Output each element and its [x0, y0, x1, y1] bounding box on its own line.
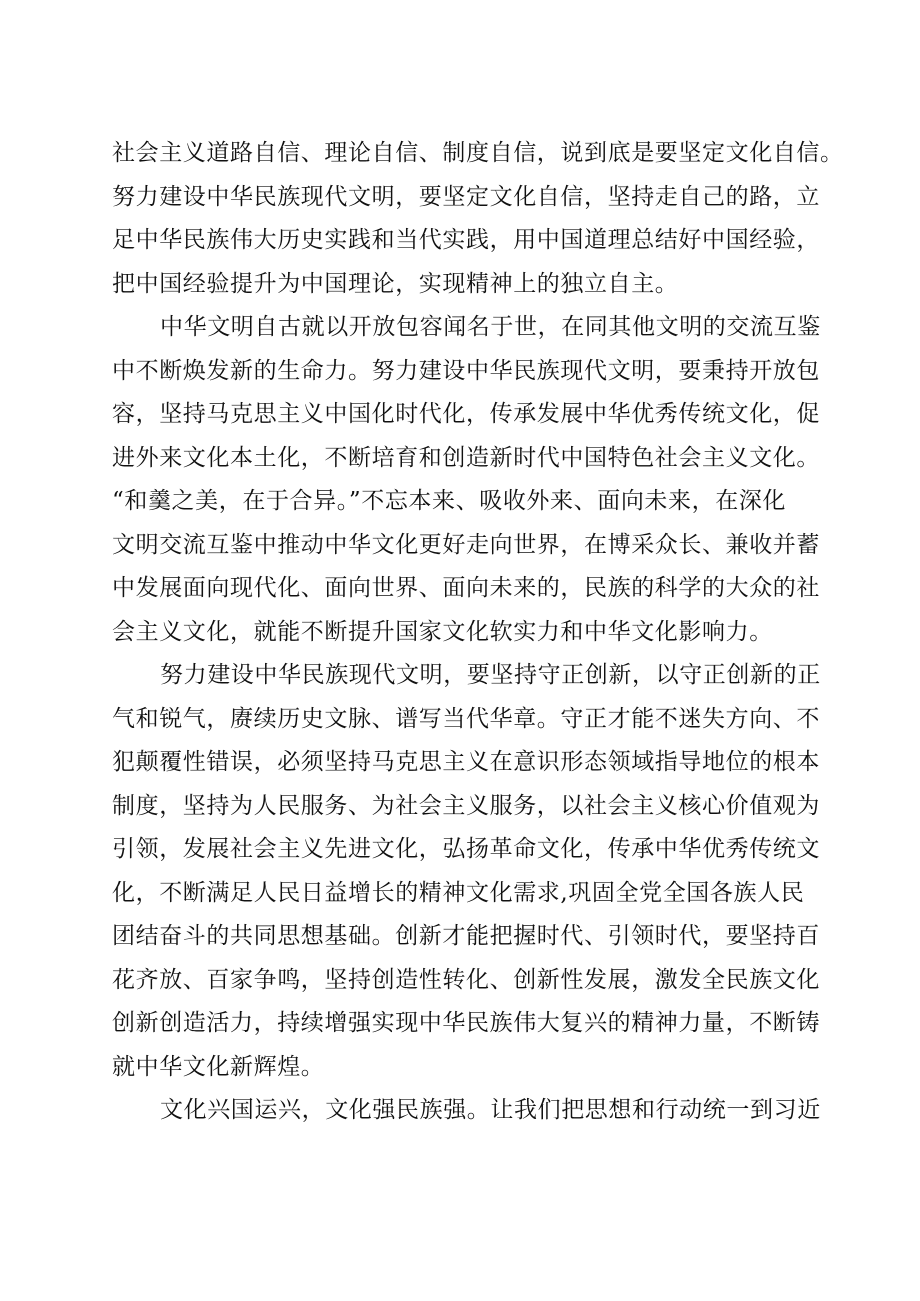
paragraph — [112, 306, 842, 654]
text-line: 容，坚持马克思主义中国化时代化，传承发展中华优秀传统文化，促 — [112, 401, 820, 427]
text-line: 足中华民族伟大历史实践和当代实践，用中国道理总结好中国经验， — [112, 227, 820, 253]
text-line: 努力建设中华民族现代文明，要坚持守正创新，以守正创新的正 — [160, 662, 821, 688]
text-line: 团结奋斗的共同思想基础。创新才能把握时代、引领时代，要坚持百 — [112, 923, 820, 949]
text-line: 文化兴国运兴，文化强民族强。让我们把思想和行动统一到习近 — [160, 1097, 821, 1123]
text-line: 文明交流互鉴中推动中华文化更好走向世界，在博采众长、兼收并蓄 — [112, 531, 820, 558]
text-line: 就中华文化新辉煌。 — [112, 1053, 325, 1080]
text-line: 引领，发展社会主义先进文化，弘扬革命文化，传承中华优秀传统文 — [112, 836, 820, 862]
text-line: 花齐放、百家争鸣，坚持创造性转化、创新性发展，激发全民族文化 — [112, 966, 820, 993]
paragraph — [112, 1089, 842, 1133]
paragraph — [112, 132, 842, 306]
body-text — [112, 132, 842, 1133]
text-line: 中发展面向现代化、面向世界、面向未来的，民族的科学的大众的社 — [112, 575, 820, 601]
text-line: 气和锐气，赓续历史文脉、谱写当代华章。守正才能不迷失方向、不 — [112, 705, 820, 732]
text-line: 会主义文化，就能不断提升国家文化软实力和中华文化影响力。 — [112, 618, 773, 645]
text-line: 中华文明自古就以开放包容闻名于世，在同其他文明的交流互鉴 — [160, 314, 821, 340]
text-line: 中不断焕发新的生命力。努力建设中华民族现代文明，要秉持开放包 — [112, 357, 820, 384]
paragraph — [112, 654, 842, 1089]
text-line: 创新创造活力，持续增强实现中华民族伟大复兴的精神力量，不断铸 — [112, 1010, 820, 1036]
text-line: 制度，坚持为人民服务、为社会主义服务，以社会主义核心价值观为 — [112, 792, 820, 819]
text-line: 努力建设中华民族现代文明，要坚定文化自信，坚持走自己的路，立 — [112, 183, 820, 210]
text-line: 犯颠覆性错误，必须坚持马克思主义在意识形态领域指导地位的根本 — [112, 749, 820, 775]
text-line: 进外来文化本土化，不断培育和创造新时代中国特色社会主义文化。 — [112, 444, 820, 471]
text-line: 把中国经验提升为中国理论，实现精神上的独立自主。 — [112, 270, 679, 297]
text-line: 化，不断满足人民日益增长的精神文化需求,巩固全党全国各族人民 — [112, 879, 805, 906]
text-line: 社会主义道路自信、理论自信、制度自信，说到底是要坚定文化自信。 — [112, 140, 844, 166]
text-line: “和羹之美，在于合异。”不忘本来、吸收外来、面向未来，在深化 — [112, 488, 787, 514]
